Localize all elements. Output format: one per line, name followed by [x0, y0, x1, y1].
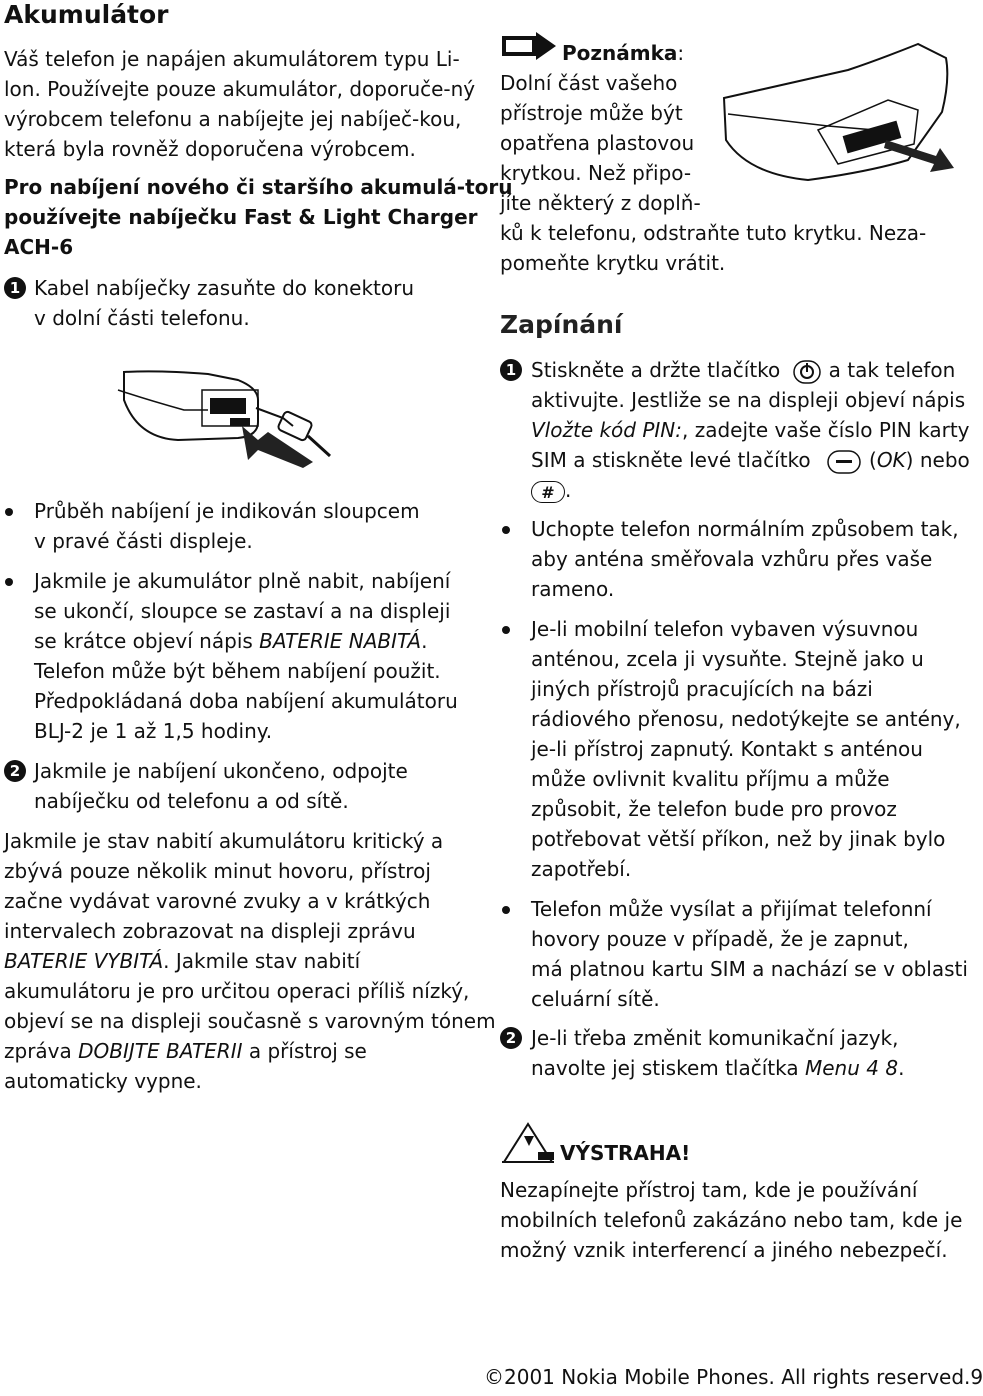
bullet-text: hovory pouze v případě, že je zapnut,: [531, 927, 909, 951]
bullet-text: BLJ-2 je 1 až 1,5 hodiny.: [34, 719, 273, 743]
step-text: navolte jej stiskem tlačítka Menu 4 8.: [531, 1056, 905, 1080]
para-line: objeví se na displeji současně s varovným tónem: [4, 1009, 496, 1033]
step-text: v dolní části telefonu.: [34, 306, 250, 330]
bullet-dot: [502, 906, 510, 914]
power-key-icon: [793, 360, 821, 384]
bullet-dot: [5, 508, 13, 516]
bullet-text: rádiového přenosu, nedotýkejte se antény,: [531, 707, 961, 731]
bullet-text: jiných přístrojů pracujících na bázi: [531, 677, 873, 701]
bullet-text: Jakmile je akumulátor plně nabit, nabíjení: [34, 569, 451, 593]
charger-line: Pro nabíjení nového či staršího akumulá-toru: [4, 175, 513, 199]
intro-line: lon. Používejte pouze akumulátor, doporuče-ný: [4, 77, 476, 101]
step-text: SIM a stiskněte levé tlačítko (OK) nebo: [531, 448, 970, 472]
note-line: ků k telefonu, odstraňte tuto krytku. Neza-: [500, 221, 927, 245]
bullet-dot: [5, 578, 13, 586]
para-line: zbývá pouze několik minut hovoru, přístroj: [4, 859, 431, 883]
bullet-text: může ovlivnit kvalitu příjmu a může: [531, 767, 890, 791]
bullet-dot: [502, 526, 510, 534]
bullet-text: potřebovat větší příkon, než by jinak bylo: [531, 827, 946, 851]
step-text: Je-li třeba změnit komunikační jazyk,: [531, 1026, 899, 1050]
step-number: 1: [500, 359, 522, 381]
para-line: Jakmile je stav nabití akumulátoru kritický a: [4, 829, 444, 853]
para-line: BATERIE VYBITÁ. Jakmile stav nabití: [4, 949, 361, 973]
step-text: Jakmile je nabíjení ukončeno, odpojte: [34, 759, 408, 783]
bullet-text: Předpokládaná doba nabíjení akumulátoru: [34, 689, 458, 713]
intro-line: výrobcem telefonu a nabíjejte jej nabíječ-kou,: [4, 107, 462, 131]
footer: [484, 1362, 983, 1392]
bullet-text: se krátce objeví nápis BATERIE NABITÁ.: [34, 629, 428, 653]
para-line: automaticky vypne.: [4, 1069, 202, 1093]
step-number: 1: [4, 277, 26, 299]
bullet-text: Průběh nabíjení je indikován sloupcem: [34, 499, 420, 523]
step-text: Stiskněte a držte tlačítko a tak telefon: [531, 358, 956, 382]
step-number: 2: [4, 760, 26, 782]
bullet-text: Je-li mobilní telefon vybaven výsuvnou: [531, 617, 919, 641]
para-line: začne vydávat varovné zvuky a v krátkých: [4, 889, 431, 913]
step-text: aktivujte. Jestliže se na displeji objeví nápis: [531, 388, 966, 412]
page-number: 9: [970, 1365, 983, 1389]
step-text: # .: [531, 475, 571, 505]
intro-line: Váš telefon je napájen akumulátorem typu Li-: [4, 47, 460, 71]
bullet-text: má platnou kartu SIM a nachází se v oblasti: [531, 957, 968, 981]
step-text: Kabel nabíječky zasuňte do konektoru: [34, 276, 414, 300]
bullet-text: anténou, zcela ji vysuňte. Stejně jako u: [531, 647, 924, 671]
note-title: Poznámka:: [562, 41, 685, 65]
warning-line: možný vznik interferencí a jiného nebezpečí.: [500, 1238, 948, 1262]
bullet-text: celuární sítě.: [531, 987, 660, 1011]
step-text: Vložte kód PIN:, zadejte vaše číslo PIN karty: [531, 418, 970, 442]
bullet-text: v pravé části displeje.: [34, 529, 253, 553]
intro-line: která byla rovněž doporučena výrobcem.: [4, 137, 416, 161]
note-line: jíte některý z doplň-: [500, 191, 701, 215]
para-line: akumulátoru je pro určitou operaci příliš nízký,: [4, 979, 470, 1003]
bullet-dot: [502, 626, 510, 634]
page-title: Akumulátor: [4, 0, 169, 29]
bullet-text: Uchopte telefon normálním způsobem tak,: [531, 517, 959, 541]
warning-icon: [500, 1122, 556, 1166]
copyright: ©2001 Nokia Mobile Phones. All rights reserved.: [484, 1365, 971, 1389]
warning-title: VÝSTRAHA!: [560, 1141, 691, 1165]
charger-connection-illustration: [118, 360, 338, 470]
bullet-text: se ukončí, sloupce se zastaví a na displeji: [34, 599, 451, 623]
note-line: přístroje může být: [500, 101, 683, 125]
note-line: krytkou. Než připo-: [500, 161, 692, 185]
note-line: Dolní část vašeho: [500, 71, 678, 95]
para-line: zpráva DOBIJTE BATERII a přístroj se: [4, 1039, 367, 1063]
note-icon: [500, 32, 558, 62]
bullet-text: zapotřebí.: [531, 857, 632, 881]
bullet-text: způsobit, že telefon bude pro provoz: [531, 797, 897, 821]
bullet-text: Telefon může být během nabíjení použit.: [34, 659, 441, 683]
warning-line: mobilních telefonů zakázáno nebo tam, kde je: [500, 1208, 963, 1232]
section-title: Zapínání: [500, 310, 623, 339]
left-selection-key-icon: [827, 450, 861, 474]
note-line: opatřena plastovou: [500, 131, 695, 155]
warning-line: Nezapínejte přístroj tam, kde je používání: [500, 1178, 918, 1202]
bullet-text: je-li přístroj zapnutý. Kontakt s anténou: [531, 737, 923, 761]
step-number: 2: [500, 1027, 522, 1049]
hash-key-icon: #: [531, 481, 565, 503]
bullet-text: rameno.: [531, 577, 615, 601]
para-line: intervalech zobrazovat na displeji zprávu: [4, 919, 416, 943]
bullet-text: aby anténa směřovala vzhůru přes vaše: [531, 547, 933, 571]
bullet-text: Telefon může vysílat a přijímat telefonní: [531, 897, 932, 921]
charger-line: ACH-6: [4, 235, 74, 259]
note-line: pomeňte krytku vrátit.: [500, 251, 726, 275]
step-text: nabíječku od telefonu a od sítě.: [34, 789, 349, 813]
charger-line: používejte nabíječku Fast & Light Charger: [4, 205, 478, 229]
phone-cover-illustration: [718, 40, 958, 190]
